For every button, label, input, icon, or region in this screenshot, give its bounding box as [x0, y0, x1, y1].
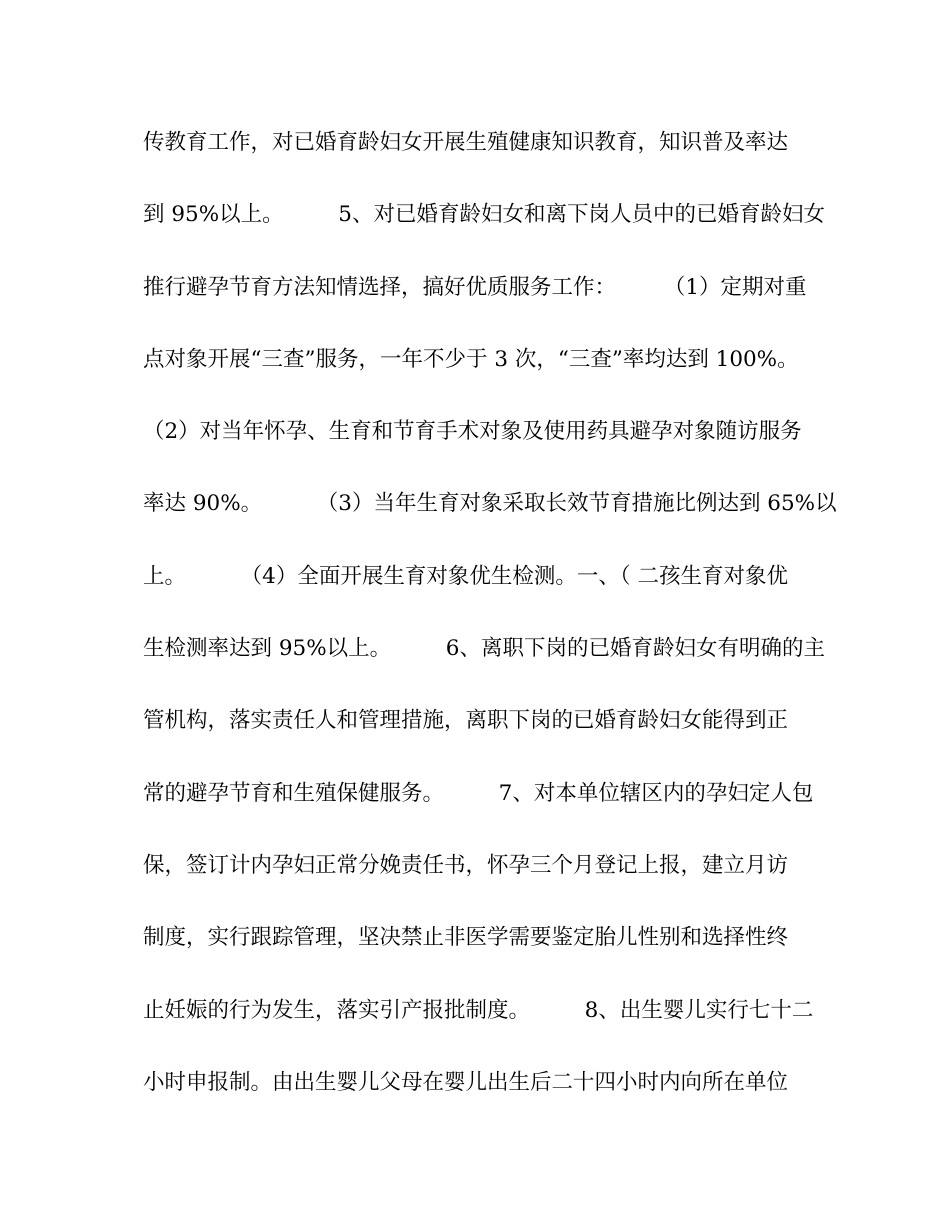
text-line: 管机构，落实责任人和管理措施，离职下岗的已婚育龄妇女能得到正	[143, 708, 789, 734]
text-line: 传教育工作，对已婚育龄妇女开展生殖健康知识教育，知识普及率达	[143, 130, 789, 155]
text-line: 止妊娠的行为发生，落实引产报批制度。 8、出生婴儿实行七十二	[143, 997, 814, 1023]
text-line: 上。 （4）全面开展生育对象优生检测。一、（ 二孩生育对象优	[143, 563, 788, 589]
text-line: 常的避孕节育和生殖保健服务。 7、对本单位辖区内的孕妇定人包	[143, 780, 814, 806]
text-line: 生检测率达到 95%以上。 6、离职下岗的已婚育龄妇女有明确的主	[143, 636, 825, 662]
text-line: 推行避孕节育方法知情选择，搞好优质服务工作： （1）定期对重	[143, 274, 807, 300]
text-line: （2）对当年怀孕、生育和节育手术对象及使用药具避孕对象随访服务	[143, 419, 802, 445]
text-line: 点对象开展“三查”服务，一年不少于 3 次，“三查”率均达到 100%。	[143, 346, 799, 372]
text-line: 保，签订计内孕妇正常分娩责任书，怀孕三个月登记上报，建立月访	[143, 852, 789, 878]
text-line: 制度，实行跟踪管理，坚决禁止非医学需要鉴定胎儿性别和选择性终	[143, 925, 789, 951]
text-line: 率达 90%。 （3）当年生育对象采取长效节育措施比例达到 65%以	[143, 491, 837, 517]
text-line: 小时申报制。由出生婴儿父母在婴儿出生后二十四小时内向所在单位	[143, 1069, 789, 1095]
text-line: 到 95%以上。 5、对已婚育龄妇女和离下岗人员中的已婚育龄妇女	[143, 202, 825, 228]
body-text	[143, 121, 837, 1133]
